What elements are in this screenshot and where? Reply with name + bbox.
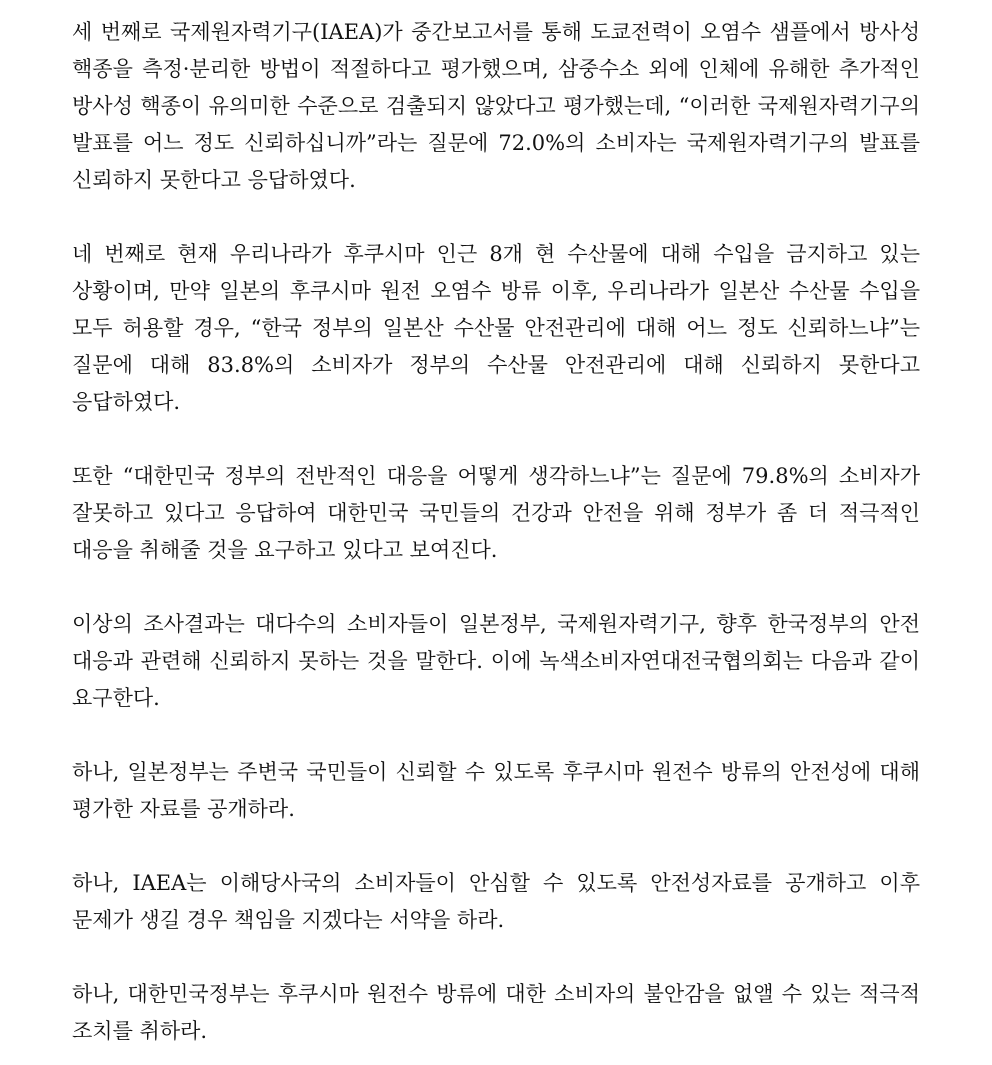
document-body bbox=[72, 14, 920, 1050]
paragraph-survey-summary: 이상의 조사결과는 대다수의 소비자들이 일본정부, 국제원자력기구, 향후 한국정부의 안전 대응과 관련해 신뢰하지 못하는 것을 말한다. 이에 녹색소비자연대전국협의회는 다음과 같이 요구한다. bbox=[72, 612, 920, 710]
paragraph-government-response: 또한 “대한민국 정부의 전반적인 대응을 어떻게 생각하느냐”는 질문에 79.8%의 소비자가 잘못하고 있다고 응답하여 대한민국 국민들의 건강과 안전을 위해 정부가 좀 더 적극적인 대응을 취해줄 것을 요구하고 있다고 보여진다. bbox=[72, 464, 920, 562]
demand-japan-government: 하나, 일본정부는 주변국 국민들이 신뢰할 수 있도록 후쿠시마 원전수 방류의 안전성에 대해 평가한 자료를 공개하라. bbox=[72, 760, 920, 821]
paragraph-seafood-safety: 네 번째로 현재 우리나라가 후쿠시마 인근 8개 현 수산물에 대해 수입을 금지하고 있는 상황이며, 만약 일본의 후쿠시마 원전 오염수 방류 이후, 우리나라가 일본산 수산물 수입을 모두 허용할 경우, “한국 정부의 일본산 수산물 안전관리에 대해 어느 정도 신뢰하느냐”는 질문에 대해 83.8%의 소비자가 정부의 수산물 안전관리에 대해 신뢰하지 못한다고 응답하였다. bbox=[72, 242, 920, 414]
demand-iaea: 하나, IAEA는 이해당사국의 소비자들이 안심할 수 있도록 안전성자료를 공개하고 이후 문제가 생길 경우 책임을 지겠다는 서약을 하라. bbox=[72, 871, 920, 932]
paragraph-iaea-trust: 세 번째로 국제원자력기구(IAEA)가 중간보고서를 통해 도쿄전력이 오염수 샘플에서 방사성 핵종을 측정·분리한 방법이 적절하다고 평가했으며, 삼중수소 외에 인체에 유해한 추가적인 방사성 핵종이 유의미한 수준으로 검출되지 않았다고 평가했는데, “이러한 국제원자력기구의 발표를 어느 정도 신뢰하십니까”라는 질문에 72.0%의 소비자는 국제원자력기구의 발표를 신뢰하지 못한다고 응답하였다. bbox=[72, 20, 920, 192]
demand-korea-government: 하나, 대한민국정부는 후쿠시마 원전수 방류에 대한 소비자의 불안감을 없앨 수 있는 적극적 조치를 취하라. bbox=[72, 982, 920, 1043]
